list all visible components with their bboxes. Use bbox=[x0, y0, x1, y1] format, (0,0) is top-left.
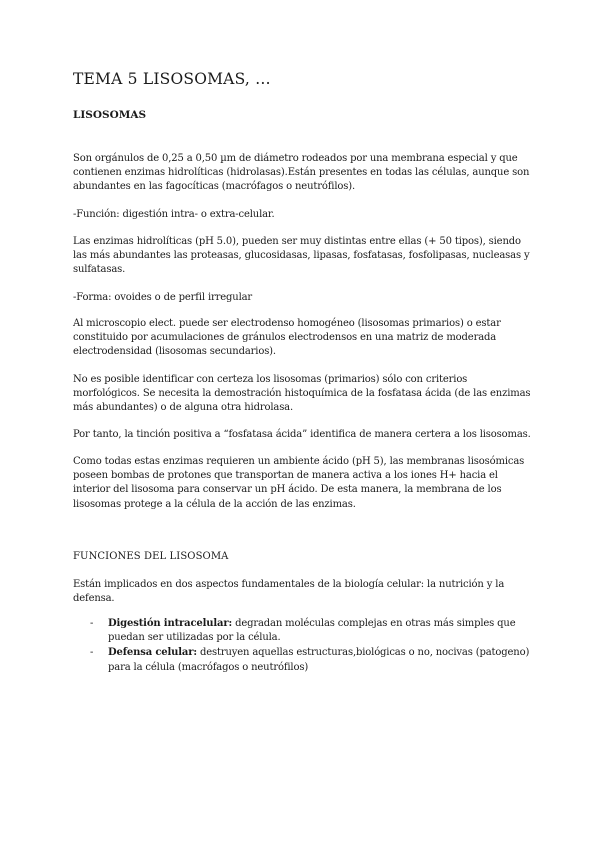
list-item-term: Digestión intracelular: bbox=[108, 618, 233, 629]
paragraph-function: -Función: digestión intra- o extra-celular. bbox=[73, 209, 275, 220]
section-heading-functions: FUNCIONES DEL LISOSOMA bbox=[73, 551, 229, 562]
list-item-term: Defensa celular: bbox=[108, 647, 197, 659]
paragraph-shape: -Forma: ovoides o de perfil irregular bbox=[73, 292, 253, 303]
section-intro: Están implicados en dos aspectos fundamentales de la biología celular: la nutrición y la defensa. bbox=[73, 579, 505, 605]
functions-list bbox=[73, 617, 535, 676]
list-bullet: - bbox=[90, 647, 94, 659]
list-bullet: - bbox=[90, 618, 94, 629]
page-title: TEMA 5 LISOSOMAS, … bbox=[73, 70, 271, 88]
paragraph-enzymes: Las enzimas hidrolíticas (pH 5.0), pueden ser muy distintas entre ellas (+ 50 tipos), siendo las más abundantes las proteasas, glucosidasas, lipasas, fosfatasas, fosfolipasas, nucleasas y sulfatasas. bbox=[73, 236, 530, 276]
paragraph-staining: Por tanto, la tinción positiva a “fosfatasa ácida” identifica de manera certera a los lisosomas. bbox=[73, 429, 531, 440]
page-subtitle: LISOSOMAS bbox=[73, 109, 147, 121]
list-item-text: destruyen aquellas estructuras,biológicas o no, nocivas (patogeno) para la célula (macrófagos o neutrófilos) bbox=[108, 647, 530, 673]
paragraph-definition: Son orgánulos de 0,25 a 0,50 µm de diámetro rodeados por una membrana especial y que contienen enzimas hidrolíticas (hidrolasas).Están presentes en todas las células, aunque son abundantes en las fagocíticas (macrófagos o neutrófilos). bbox=[73, 153, 530, 193]
list-item bbox=[73, 617, 535, 645]
paragraph-microscopy: Al microscopio elect. puede ser electrodenso homogéneo (lisosomas primarios) o estar constituido por acumulaciones de gránulos electrodensos en una matriz de moderada electrodensidad (lisosomas secundarios). bbox=[73, 318, 501, 358]
paragraph-identification: No es posible identificar con certeza los lisosomas (primarios) sólo con criterios morfológicos. Se necesita la demostración histoquímica de la fosfatasa ácida (de las enzimas más abundantes) o de alguna otra hidrolasa. bbox=[73, 374, 531, 414]
list-item-text: degradan moléculas complejas en otras más simples que puedan ser utilizadas por la célula. bbox=[108, 618, 516, 644]
paragraph-proton-pumps: Como todas estas enzimas requieren un ambiente ácido (pH 5), las membranas lisosómicas poseen bombas de protones que transportan de manera activa a los iones H+ hacia el interior del lisosoma para conservar un pH ácido. De esta manera, la membrana de los lisosomas protege a la célula de la acción de las enzimas. bbox=[73, 456, 525, 510]
list-item bbox=[73, 646, 535, 674]
